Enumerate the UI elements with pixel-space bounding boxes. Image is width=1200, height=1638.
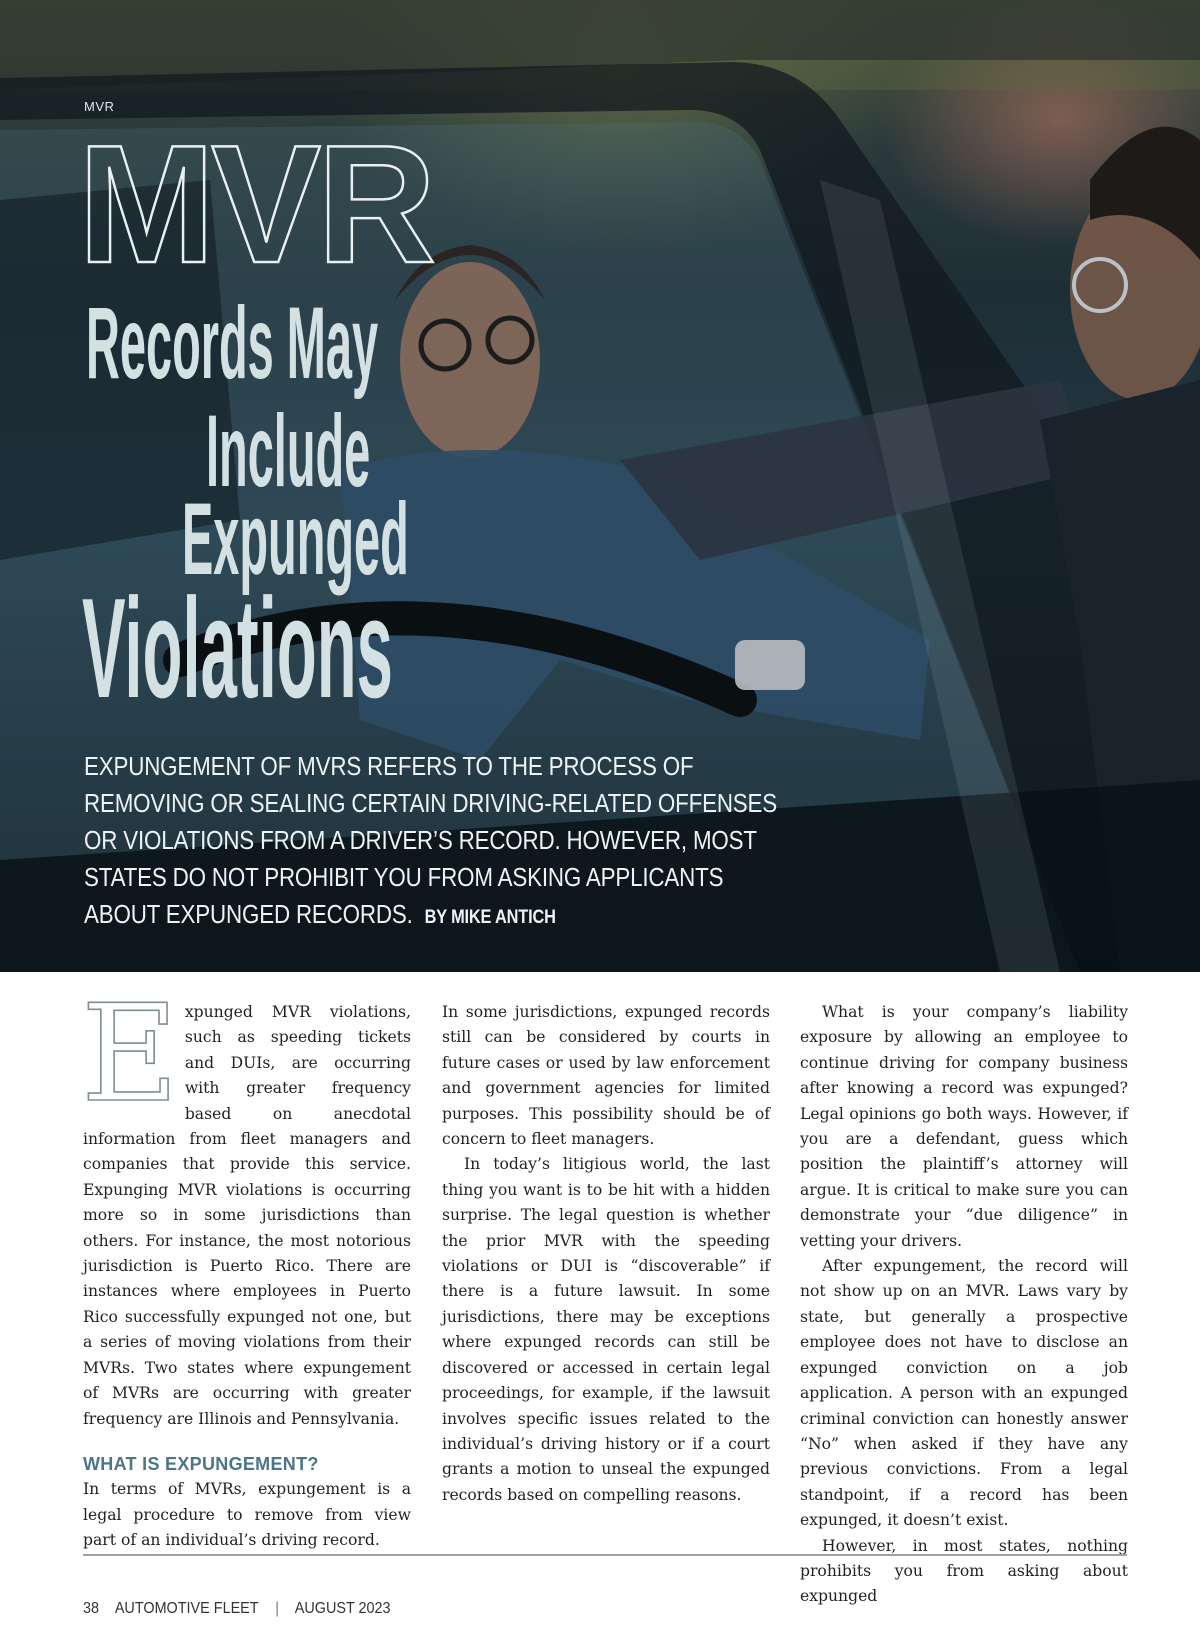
subhead: WHAT IS EXPUNGEMENT? — [83, 1453, 319, 1474]
paragraph: In some jurisdictions, expunged records still can be considered by courts in future cases or used by law enforcement and government agencies for limited purposes. This possibility should be of concern to fleet managers. — [442, 1003, 770, 1149]
paragraph: What is your company’s liability exposure by allowing an employee to continue driving for company business after knowing a record was expunged? Legal opinions go both ways. However, if you are a defendant, guess which position the plaintiff’s attorney will argue. It is critical to make sure you can demonstrate your “due diligence” in vetting your drivers. — [800, 1003, 1128, 1250]
headline-line-4: Violations — [82, 569, 393, 728]
paragraph: However, in most states, nothing prohibits you from asking about expunged — [800, 1536, 1128, 1606]
paragraph: In today’s litigious world, the last thing you want is to be hit with a hidden surprise. The legal question is whether the prior MVR with the speeding violations or DUI is “discoverable” if there is a future lawsuit. In some jurisdictions, there may be exceptions where expunged records can still be discovered or accessed in certain legal proceedings, for example, if the lawsuit involves specific issues related to the individual’s driving history or if a court grants a motion to unseal the expunged records based on compelling reasons. — [442, 1155, 770, 1504]
deck-line: OR VIOLATIONS FROM A DRIVER’S RECORD. HOWEVER, MOST — [84, 825, 757, 855]
headline-line-1: Records May — [86, 286, 379, 400]
headline-line-3: Expunged — [182, 482, 409, 596]
article-column-1 — [81, 976, 411, 1554]
publication-name: AUTOMOTIVE FLEET — [114, 1600, 259, 1617]
paragraph-text: xpunged MVR violations, such as speeding tickets and DUIs, are occurring with greater frequency based on anecdotal information from fleet managers and companies that provide this service. Expunging MVR violations is occurring more so in some jurisdictions than others. For instance, the most notorious jurisdiction is Puerto Rico. There are instances where employees in Puerto Rico successfully expunged not one, but a series of moving violations from their MVRs. Two states where expungement of MVRs are occurring with greater frequency are Illinois and Pennsylvania. — [83, 1003, 411, 1428]
paragraph: In terms of MVRs, expungement is a legal procedure to remove from view part of an individual’s driving record. — [83, 1480, 411, 1550]
deck-line: REMOVING OR SEALING CERTAIN DRIVING-RELATED OFFENSES — [84, 788, 778, 818]
paragraph — [81, 976, 411, 1432]
article-column-2 — [442, 1000, 770, 1508]
page-footer — [83, 1600, 403, 1618]
footer-separator: | — [275, 1600, 279, 1617]
headline-mvr: MVR — [78, 110, 433, 298]
section-tag: MVR — [84, 99, 115, 114]
byline: BY MIKE ANTICH — [424, 907, 556, 928]
deck-line: EXPUNGEMENT OF MVRS REFERS TO THE PROCESS OF — [84, 751, 694, 781]
drop-cap: E — [81, 976, 179, 1132]
deck-line: STATES DO NOT PROHIBIT YOU FROM ASKING APPLICANTS — [84, 862, 724, 892]
issue-date: AUGUST 2023 — [294, 1600, 391, 1617]
article-deck — [84, 748, 824, 936]
headline-line-2: Include — [206, 394, 371, 508]
deck-line: ABOUT EXPUNGED RECORDS. — [84, 899, 413, 929]
deck-line-last — [84, 896, 720, 936]
paragraph: After expungement, the record will not show up on an MVR. Laws vary by state, but generally a prospective employee does not have to disclose an expunged conviction on a job application. A person with an expunged criminal conviction can honestly answer “No” when asked if they have any previous convictions. From a legal standpoint, if a record has been expunged, it doesn’t exist. — [800, 1257, 1128, 1530]
article-column-3 — [800, 1000, 1128, 1610]
page-number: 38 — [83, 1600, 100, 1617]
footer-divider — [83, 1554, 1127, 1556]
